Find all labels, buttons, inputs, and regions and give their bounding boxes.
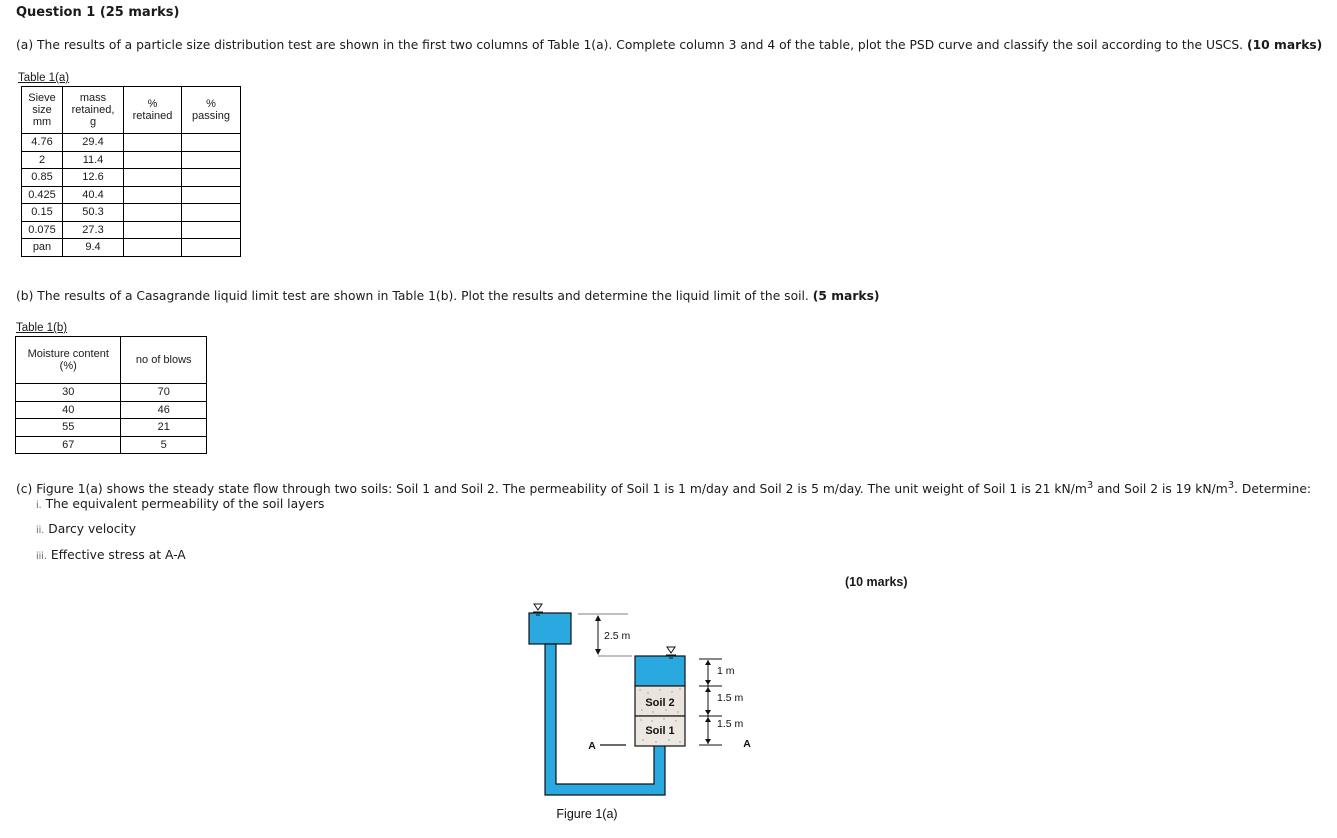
table-row [16, 401, 207, 419]
table-1a-header-sieve: Sieve size mm [22, 87, 63, 134]
table-cell: 0.425 [22, 186, 63, 204]
table-row [16, 384, 207, 402]
dim-1-label: 1 m [717, 665, 735, 677]
table-1a-header-retained: % retained [124, 87, 182, 134]
list-item-number: ii. [36, 525, 45, 536]
list-item-text: Effective stress at A-A [50, 548, 186, 562]
table-cell [182, 186, 241, 204]
table-cell: 21 [121, 419, 207, 437]
figure-1a [520, 598, 780, 828]
right-reservoir-water [635, 656, 685, 686]
left-reservoir [529, 613, 571, 644]
part-a-text [16, 38, 1322, 52]
table-cell: 30 [16, 384, 121, 402]
part-c-text [16, 480, 1311, 496]
list-item [36, 497, 324, 511]
table-row [22, 204, 241, 222]
part-b-text [16, 289, 880, 303]
part-c-marks: (10 marks) [845, 575, 908, 589]
table-row [16, 419, 207, 437]
table-cell: 2 [22, 151, 63, 169]
table-1a-header-mass: mass retained, g [63, 87, 124, 134]
table-1b-header-blows: no of blows [121, 337, 207, 384]
table-cell: 40.4 [63, 186, 124, 204]
table-1a-caption: Table 1(a) [18, 72, 70, 84]
arrow-down-icon [595, 649, 601, 655]
table-cell: 0.075 [22, 221, 63, 239]
table-row [22, 186, 241, 204]
part-c-text-2: and Soil 2 is 19 kN/m [1093, 482, 1228, 497]
section-a-left-label: A [588, 740, 596, 752]
list-item [36, 548, 186, 562]
table-cell: 29.4 [63, 134, 124, 152]
table-row [22, 221, 241, 239]
table-1a-header-row [22, 87, 241, 134]
table-cell: pan [22, 239, 63, 257]
soil-2-label: Soil 2 [645, 697, 675, 709]
table-cell: 12.6 [63, 169, 124, 187]
table-1a-header-passing: % passing [182, 87, 241, 134]
table-row [22, 134, 241, 152]
head-label: 2.5 m [604, 630, 631, 642]
table-cell: 27.3 [63, 221, 124, 239]
table-row [22, 239, 241, 257]
dim-2-label: 1.5 m [717, 692, 744, 704]
question-title: Question 1 (25 marks) [16, 5, 180, 20]
table-row [22, 151, 241, 169]
table-cell [182, 134, 241, 152]
table-cell: 67 [16, 436, 121, 454]
table-cell: 5 [121, 436, 207, 454]
table-cell: 11.4 [63, 151, 124, 169]
soil-1-label: Soil 1 [645, 725, 675, 737]
list-item [36, 522, 136, 536]
part-c-text-3: . Determine: [1234, 482, 1312, 497]
table-cell [182, 239, 241, 257]
table-cell: 4.76 [22, 134, 63, 152]
part-a-marks: (10 marks) [1247, 38, 1323, 52]
part-c-text-1: (c) Figure 1(a) shows the steady state flow through two soils: Soil 1 and Soil 2. The permeability of Soil 1 is 1 m/day and Soil 2 is 5 m/day. The unit weight of Soil 1 is 21 kN/m [16, 482, 1087, 497]
table-cell [124, 151, 182, 169]
part-b-body: (b) The results of a Casagrande liquid limit test are shown in Table 1(b). Plot the results and determine the liquid limit of the soil. [16, 289, 809, 303]
table-cell [124, 134, 182, 152]
table-cell [124, 204, 182, 222]
table-cell [124, 239, 182, 257]
table-cell [182, 204, 241, 222]
section-a-right-label: A [743, 738, 751, 750]
table-1b [15, 336, 207, 454]
table-cell: 0.15 [22, 204, 63, 222]
table-row [16, 436, 207, 454]
table-cell: 0.85 [22, 169, 63, 187]
table-cell [182, 169, 241, 187]
table-1b-caption: Table 1(b) [16, 322, 68, 334]
dim-3-label: 1.5 m [717, 718, 744, 730]
part-a-body: (a) The results of a particle size distribution test are shown in the first two columns of Table 1(a). Complete column 3 and 4 of the table, plot the PSD curve and classify the soil according to the USCS. [16, 38, 1244, 52]
part-c-sup-1: 3 [1086, 480, 1094, 491]
table-1a [21, 86, 241, 257]
table-cell: 46 [121, 401, 207, 419]
arrow-up-icon [595, 615, 601, 621]
table-cell [124, 186, 182, 204]
table-cell: 9.4 [63, 239, 124, 257]
table-cell [124, 169, 182, 187]
list-item-number: iii. [36, 551, 47, 562]
table-cell [182, 151, 241, 169]
table-cell: 50.3 [63, 204, 124, 222]
part-b-marks: (5 marks) [812, 289, 880, 303]
table-cell: 70 [121, 384, 207, 402]
table-1b-header-row [16, 337, 207, 384]
list-item-text: The equivalent permeability of the soil layers [45, 497, 325, 511]
table-1b-header-moisture: Moisture content (%) [16, 337, 121, 384]
table-cell: 55 [16, 419, 121, 437]
table-cell: 40 [16, 401, 121, 419]
part-c-sup-2: 3 [1227, 480, 1235, 491]
figure-caption: Figure 1(a) [556, 807, 618, 821]
table-cell [124, 221, 182, 239]
list-item-text: Darcy velocity [48, 522, 137, 536]
list-item-number: i. [36, 500, 42, 511]
table-row [22, 169, 241, 187]
table-cell [182, 221, 241, 239]
